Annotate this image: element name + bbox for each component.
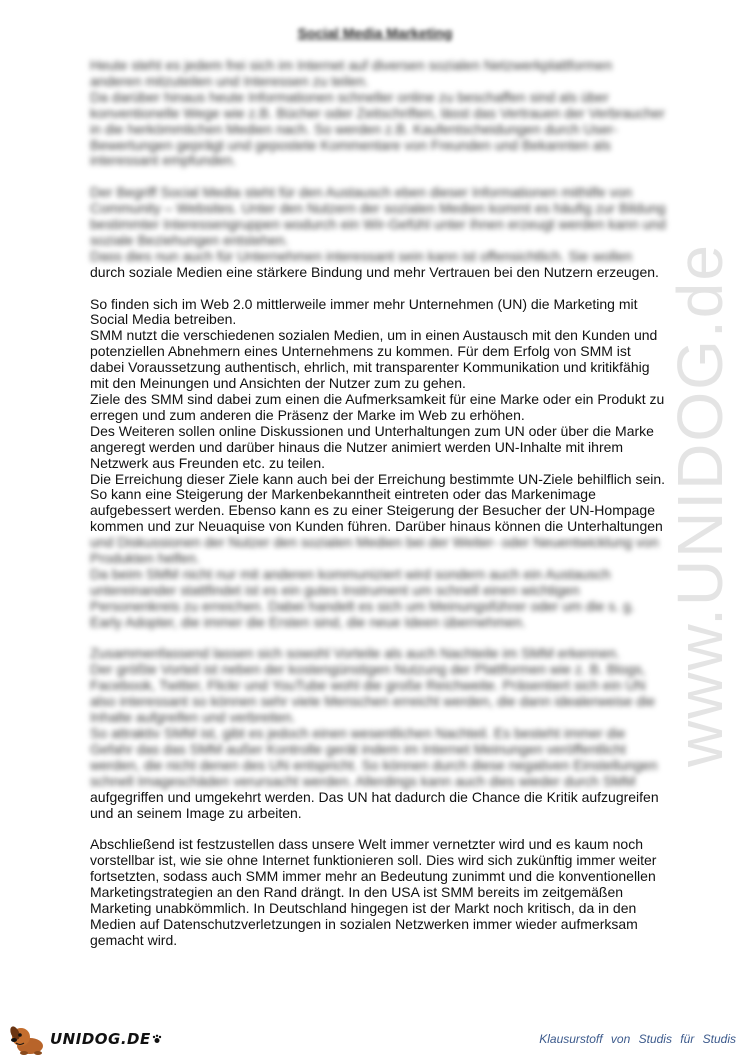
blurred-text-line: Early Adopter, die immer die Ersten sind, die neue Ideen übernehmen. <box>90 613 526 630</box>
blurred-text-line: also interessant so können sehr viele Menschen erreicht werden, die dann idealerweise die <box>90 693 655 710</box>
text-line: Netzwerk aus Freunden etc. zu teilen. <box>90 454 326 471</box>
blurred-text-line: Produkten helfen. <box>90 550 200 567</box>
blurred-text-line: Community – Websites. Unter den Nutzern der sozialen Medien kommt es häufig zur Bildung <box>90 200 666 217</box>
text-line: So finden sich im Web 2.0 mittlerweile immer mehr Unternehmen (UN) die Marketing mit <box>90 295 638 312</box>
blurred-text-line: Zusammenfassend lassen sich sowohl Vorteile als auch Nachteile im SMM erkennen. <box>90 645 620 662</box>
text-line: aufgegriffen und umgekehrt werden. Das UN hat dadurch die Chance die Kritik aufzugreifen <box>90 788 659 805</box>
blurred-text-line: soziale Beziehungen entstehen. <box>90 231 289 248</box>
text-line: Marketing unabkömmlich. In Deutschland hingegen ist der Markt noch kritisch, da in den <box>90 899 637 916</box>
text-line: vorstellbar ist, wie sie ohne Internet funktionieren soll. Dies wird sich zukünftig immer weiter <box>90 852 657 869</box>
document-body <box>90 58 668 965</box>
text-line: dabei Voraussetzung authentisch, ehrlich, mit transparenter Kommunikation und kritikfähig <box>90 359 650 376</box>
text-line: Medien auf Datenschutzverletzungen in sozialen Netzwerken immer wieder aufmerksam <box>90 915 638 932</box>
watermark-text: www.UNIDOG.de <box>664 243 736 767</box>
text-line: mit den Meinungen und Ansichten der Nutzer zum zu gehen. <box>90 375 466 392</box>
blurred-text-line: Heute steht es jedem frei sich im Internet auf diversen sozialen Netzwerkplattformen <box>90 57 613 73</box>
blurred-text-line: interessant empfunden. <box>90 152 237 169</box>
text-line: aufgebessert werden. Ebenso kann es zu einer Steigerung der Besucher der UN-Hompage <box>90 502 655 519</box>
footer-tagline: Klausurstoff von Studis für Studis <box>539 1032 736 1046</box>
text-line: Die Erreichung dieser Ziele kann auch bei der Erreichung bestimmte UN-Ziele behilflich sein. <box>90 470 666 487</box>
text-line: durch soziale Medien eine stärkere Bindung und mehr Vertrauen bei den Nutzern erzeugen. <box>90 263 659 280</box>
footer-logo <box>8 1022 168 1056</box>
blurred-text-line: Personenkreis zu erreichen. Dabei handelt es sich um Meinungsführer oder um die s. g. <box>90 597 635 614</box>
blurred-text-line: So attraktiv SMM ist, gibt es jedoch einen wesentlichen Nachteil. Es besteht immer die <box>90 725 626 742</box>
blurred-text-line: schnell Imageschäden verursacht werden. Allerdings kann auch dies wieder durch SMM <box>90 772 636 789</box>
blurred-text-line: Inhalte aufgreifen und verbreiten. <box>90 709 296 726</box>
text-line: Abschließend ist festzustellen dass unsere Welt immer vernetzter wird und es kaum noch <box>90 836 643 853</box>
blurred-text-line: Bewertungen geprägt und gepostete Kommentare von Freunden und Bekannten als <box>90 136 611 153</box>
paw-icon <box>152 1034 162 1044</box>
blurred-text-line: und Diskussionen der Nutzer den sozialen Medien bei der Weiter- oder Neuentwicklung von <box>90 534 659 551</box>
watermark <box>655 243 745 767</box>
text-line: SMM nutzt die verschiedenen sozialen Medien, um in einen Austausch mit den Kunden und <box>90 327 658 344</box>
blurred-text-line: Der größte Vorteil ist neben der kostengünstigen Nutzung der Plattformen wie z. B. Blogs, <box>90 661 646 678</box>
blurred-text-line: Gefahr das das SMM außer Kontrolle gerät indem im Internet Meinungen veröffentlicht <box>90 740 626 757</box>
text-line: fortsetzten, sodass auch SMM immer mehr an Bedeutung zunimmt und die konventionellen <box>90 868 656 885</box>
blurred-text-line: bestimmter Interessengruppen wodurch ein Wir-Gefühl unter ihnen erzeugt werden kann und <box>90 216 666 233</box>
text-line: Ziele des SMM sind dabei zum einen die Aufmerksamkeit für eine Marke oder ein Produkt zu <box>90 391 665 407</box>
blurred-text-line: konventionelle Wege wie z.B. Bücher oder Zeitschriften, lässt das Vertrauen der Verbraucher <box>90 104 665 121</box>
blurred-text-line: Dass dies nun auch für Unternehmen interessant sein kann ist offensichtlich. Sie wollen <box>90 247 633 264</box>
paragraph <box>90 58 668 169</box>
document-title: Social Media Marketing <box>297 25 453 41</box>
paragraph <box>90 297 668 631</box>
paragraph <box>90 646 668 821</box>
blurred-text-line: in die herkömmlichen Medien nach. So werden z.B. Kaufentscheidungen durch User- <box>90 120 618 137</box>
blurred-text-line: Da darüber hinaus heute Informationen schneller online zu beschaffen sind als über <box>90 88 609 105</box>
logo-text: UNIDOG.DE <box>50 1030 151 1048</box>
text-line: So kann eine Steigerung der Markenbekanntheit eintreten oder das Markenimage <box>90 486 596 503</box>
text-line: Social Media betreiben. <box>90 311 237 328</box>
blurred-text-line: untereinander stattfindet ist es ein gutes Instrument um schnell einen wichtigen <box>90 581 580 598</box>
text-line: kommen und zur Neuaquise von Kunden führen. Darüber hinaus können die Unterhaltungen <box>90 518 663 535</box>
paragraph <box>90 837 668 948</box>
blurred-text-line: Da beim SMM nicht nur mit anderen kommuniziert wird sondern auch ein Austausch <box>90 565 611 582</box>
text-line: angeregt werden und darüber hinaus die Nutzer animiert werden UN-Inhalte mit ihrem <box>90 438 624 455</box>
dog-mascot-icon <box>8 1022 48 1056</box>
blurred-text-line: Der Begriff Social Media steht für den Austausch eben dieser Informationen mithilfe von <box>90 184 633 201</box>
text-line: Des Weiteren sollen online Diskussionen und Unterhaltungen zum UN oder über die Marke <box>90 422 654 439</box>
text-line: erregen und zum anderen die Präsenz der Marke im Web zu erhöhen. <box>90 406 525 423</box>
blurred-text-line: werden, die nicht denen des UN entspricht. So können durch diese negativen Einstellungen <box>90 756 658 773</box>
text-line: und an seinem Image zu arbeiten. <box>90 804 302 821</box>
paragraph <box>90 185 668 280</box>
text-line: gemacht wird. <box>90 931 178 948</box>
blurred-text-line: anderen mitzuteilen und Interessen zu teilen. <box>90 72 369 89</box>
text-line: Marketingstrategien an den Rand drängt. In den USA ist SMM bereits im zeitgemäßen <box>90 884 624 901</box>
blurred-text-line: Facebook, Twitter, Flickr und YouTube wohl die große Reichweite. Präsentiert sich ein UN <box>90 677 646 694</box>
text-line: potenziellen Abnehmern eines Unternehmens zu kommen. Für dem Erfolg von SMM ist <box>90 343 631 360</box>
